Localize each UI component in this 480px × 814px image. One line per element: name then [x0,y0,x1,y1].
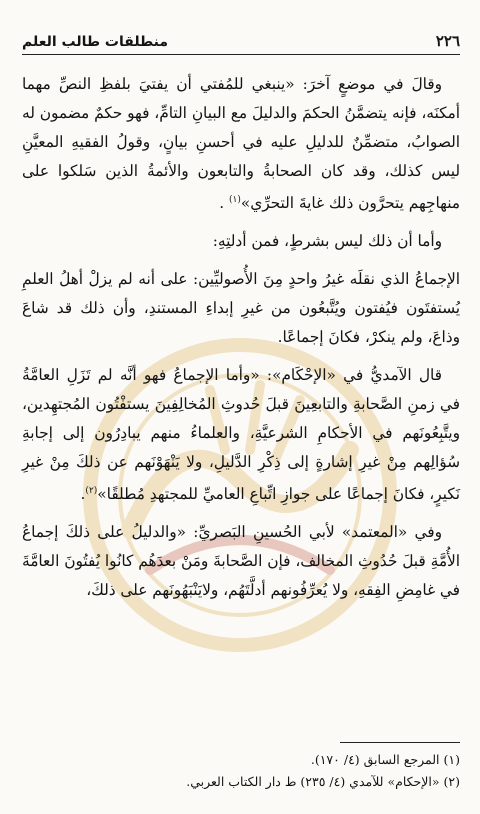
paragraph: وأما أن ذلك ليس بشرطٍ، فمن أدلتِهِ: [212,232,442,251]
page-number: ٢٢٦ [435,32,460,50]
paragraph-text: قال الآمديُّ في «الإحْكَام»: «وأما الإجماعُ فهو أنَّه لم تَزَلِ العامَّةُ في زمنِ الصَّحابةِ والتابعِينَ قبلَ حُدوثِ المُخالِفِينَ يستفْتُون المُجتهِدين، ويتَّبِعُونَهم في الأحكامِ الشرعيَّةِ، والعلماءُ منهم يبادِرُون إلى إجابةِ سُؤالِهم مِنْ غيرِ إشارةٍ إلى ذِكْرِ الدَّليلِ، ولا يَنْهَوْنَهم عن ذلكَ مِنْ غيرِ نَكيرٍ، فكانَ إجماعًا على جوازِ اتِّباعِ العاميِّ للمجتهدِ مُطلقًا» [22,366,460,504]
page-body [22,70,460,614]
paragraph: الإجماعُ الذي نقلَه غيرُ واحدٍ مِنَ الأُصوليِّين: على أنه لم يزلْ أهلُ العلمِ يُستفتَون فيُفتون ويُتَّبعُون من غيرِ إبداءِ المستندِ، وأن ذلك قد شاعَ وذاعَ، ولم ينكرْ، فكانَ إجماعًا. [22,270,460,347]
paragraph: قال الآمديُّ في «الإحْكَام»: «وأما الإجماعُ فهو أنَّه لم تَزَلِ العامَّةُ في زمنِ الصَّحابةِ والتابعِينَ قبلَ حُدوثِ المُخالِفِينَ يستفْتُون المُجتهِدين، ويتَّبِعُونَهم في الأحكامِ الشرعيَّةِ، والعلماءُ منهم يبادِرُون إلى إجابةِ سُؤالِهم مِنْ غيرِ إشارةٍ إلى ذِكْرِ الدَّليلِ، ولا يَنْهَوْنَهم عن ذلكَ مِنْ غيرِ نَكيرٍ، فكانَ إجماعًا على جوازِ اتِّباعِ العاميِّ للمجتهدِ مُطلقًا»$^{(٢)}$. [22,366,460,504]
paragraph: وفي «المعتمد» لأبي الحُسينِ البَصريِّ: «والدليلُ على ذلكَ إجماعُ الأُمَّةِ قبلَ حُدُوثِ المخالف، فإن الصَّحابةَ ومَنْ بعدَهُم كانُوا يُفتُونَ العامَّةَ في غامِضِ الفِقهِ، ولا يُعرِّفُونهم أدلَّتَهُم، ولايَنْبَهُونَهم على ذلكَ، [22,523,460,600]
footnote-ref: (١) [229,195,241,205]
footnote-divider [340,742,460,743]
paragraph-text: وقالَ في موضعٍ آخرَ: «ينبغي للمُفتي أن يفتيَ بلفظِ النصِّ مهما أمكنَه، فإنه يتضمَّنُ الحكمَ والدليلَ مع البيانِ التامِّ، فهو حكمٌ مضمون له الصوابُ، متضمِّنٌ للدليلِ عليه في أحسنِ بيانٍ، وقولُ الفقيهِ المعيَّنِ ليس كذلك، وقد كان الصحابةُ والتابعون والأئمةُ الذين سَلكوا على منهاجِهم يتحرَّون ذلك غايةَ التحرِّي» [22,75,460,213]
page-header [22,10,460,55]
footnote-ref: (٢) [85,486,98,497]
footnote: (١) المرجع السابق (٤/ ١٧٠). [310,752,460,767]
footnote: (٢) «الإحكام» للآمدي (٤/ ٢٣٥) ط دار الكتاب العربي. [186,774,460,789]
paragraph: وقالَ في موضعٍ آخرَ: «ينبغي للمُفتي أن يفتيَ بلفظِ النصِّ مهما أمكنَه، فإنه يتضمَّنُ الحكمَ والدليلَ مع البيانِ التامِّ، فهو حكمٌ مضمون له الصوابُ، متضمِّنٌ للدليلِ عليه في أحسنِ بيانٍ، وقولُ الفقيهِ المعيَّنِ ليس كذلك، وقد كان الصحابةُ والتابعون والأئمةُ الذين سَلكوا على منهاجِهم يتحرَّون ذلك غايةَ التحرِّي»$^{(١)}$ . [22,75,460,213]
footnotes [22,742,460,793]
running-title: منطلقات طالب العلم [22,34,169,50]
